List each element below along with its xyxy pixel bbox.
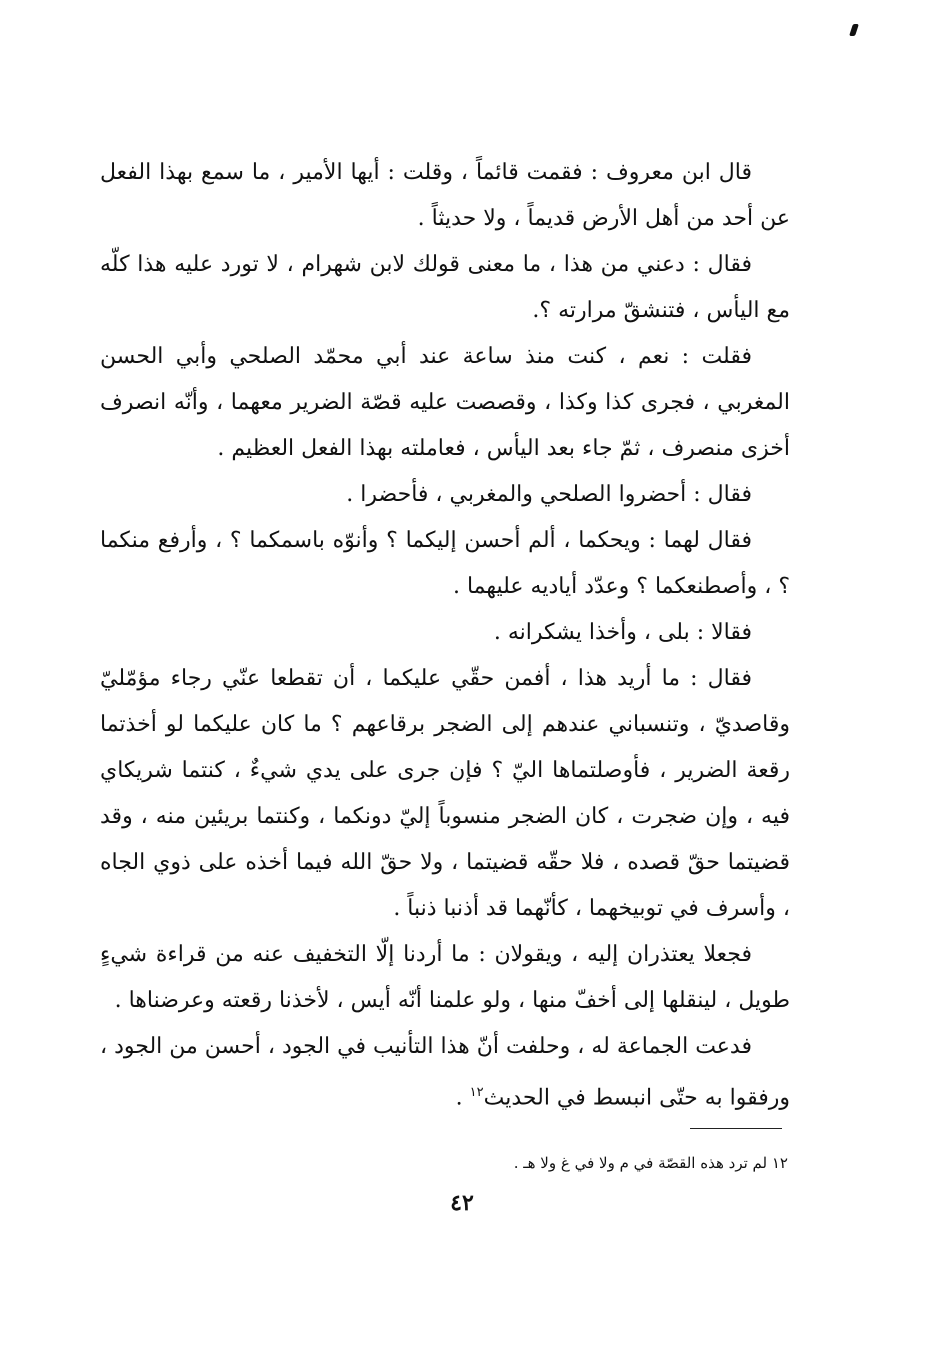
paragraph-1: قال ابن معروف : فقمت قائماً ، وقلت : أيها الأمير ، ما سمع بهذا الفعل عن أحد من أهل الأرض قديماً ، ولا حديثاً . (100, 160, 790, 231)
footnote-reference: ١٢ (469, 1085, 484, 1100)
paragraph-9: فدعت الجماعة له ، وحلفت أنّ هذا التأنيب في الجود ، أحسن من الجود ، ورفقوا به حتّى انبسط في الحديث$^{١٢}$ . (100, 1034, 790, 1111)
paragraph-5: فقال لهما : ويحكما ، ألم أحسن إليكما ؟ وأنوّه باسمكما ؟ ، وأرفع منكما ؟ ، وأصطنعكما ؟ وعدّد أياديه عليهما . (100, 528, 790, 599)
footnote-separator (690, 1128, 782, 1129)
paragraph-8: فجعلا يعتذران إليه ، ويقولان : ما أردنا إلّا التخفيف عنه من قراءة شيءٍ طويل ، لينقلها إلى أخفّ منها ، ولو علمنا أنّه أيس ، لأخذنا رقعته وعرضناها . (100, 942, 790, 1013)
footnote-text: لم ترد هذه القصّة في م ولا في غ ولا هـ . (513, 1154, 768, 1172)
main-text (100, 150, 790, 1121)
footnote (300, 1150, 788, 1176)
footnote-number: ١٢ (771, 1154, 788, 1172)
paragraph-3: فقلت : نعم ، كنت منذ ساعة عند أبي محمّد الصلحي وأبي الحسن المغربي ، فجرى كذا وكذا ، وقصصت عليه قصّة الضرير معهما ، وأنّه انصرف أخزى منصرف ، ثمّ جاء بعد اليأس ، فعاملته بهذا الفعل العظيم . (100, 344, 790, 461)
corner-ink-mark (849, 24, 859, 36)
paragraph-4: فقال : أحضروا الصلحي والمغربي ، فأحضرا . (346, 482, 752, 507)
paragraph-9-text: فدعت الجماعة له ، وحلفت أنّ هذا التأنيب في الجود ، أحسن من الجود ، ورفقوا به حتّى انبسط في الحديث (100, 1034, 790, 1111)
paragraph-2: فقال : دعني من هذا ، ما معنى قولك لابن شهرام ، لا تورد عليه هذا كلّه مع اليأس ، فتنشقّ مرارته ؟. (100, 252, 790, 323)
paragraph-6: فقالا : بلى ، وأخذا يشكرانه . (493, 620, 752, 645)
paragraph-7: فقال : ما أريد هذا ، أفمن حقّي عليكما ، أن تقطعا عنّي رجاء مؤمّليّ وقاصديّ ، وتنسباني عندهم إلى الضجر برقاعهم ؟ ما كان عليكما لو أخذتما رقعة الضرير ، فأوصلتماها اليّ ؟ فإن جرى على يدي شيءٌ ، كنتما شريكاي فيه ، وإن ضجرت ، كان الضجر منسوباً إليّ دونكما ، وكنتما بريئين منه ، وقد قضيتما حقّ قصده ، فلا حقّه قضيتما ، ولا حقّ الله فيما أخذه على ذوي الجاه ، وأسرف في توبيخهما ، كأنّهما قد أذنبا ذنباً . (100, 666, 790, 921)
page-number: ٤٢ (450, 1190, 474, 1216)
